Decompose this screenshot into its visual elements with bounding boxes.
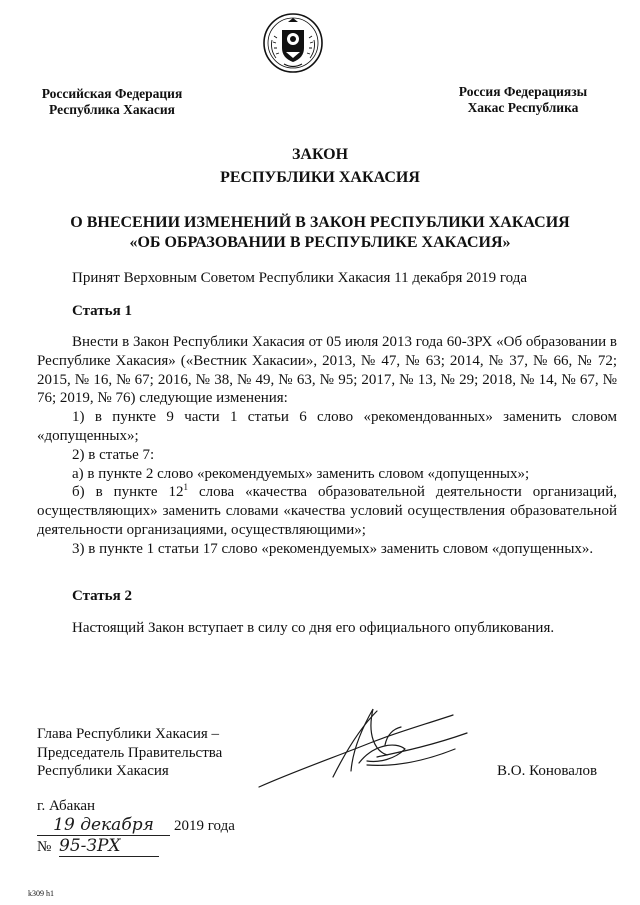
article-1-item-1: 1) в пункте 9 части 1 статьи 6 слово «рекомендованных» заменить словом «допущенных»;: [37, 409, 617, 444]
header-left: [22, 86, 202, 118]
law-authority: РЕСПУБЛИКИ ХАКАСИЯ: [220, 169, 420, 186]
article-2-body: [37, 619, 617, 638]
article-1-item-2b-sup: 1: [183, 482, 188, 493]
law-subject-line1: О ВНЕСЕНИИ ИЗМЕНЕНИЙ В ЗАКОН РЕСПУБЛИКИ ХАКАСИЯ: [70, 214, 570, 231]
number-label: №: [37, 839, 52, 855]
date-handwritten: 19 декабря: [37, 815, 170, 836]
signatory-line3: Республики Хакасия: [37, 763, 169, 779]
header-right-line1: Россия Федерациязы: [458, 84, 588, 99]
header-left-line1: Российская Федерация: [41, 86, 183, 101]
date-year: 2019 года: [174, 818, 235, 834]
article-1-body: [37, 333, 617, 559]
article-2-text: Настоящий Закон вступает в силу со дня его официального опубликования.: [72, 620, 555, 636]
law-title: ЗАКОН: [291, 146, 349, 163]
header-left-line2: Республика Хакасия: [49, 102, 175, 117]
law-subject-line2: «ОБ ОБРАЗОВАНИИ В РЕСПУБЛИКЕ ХАКАСИЯ»: [129, 234, 511, 251]
law-subject: [20, 213, 620, 253]
article-1-item-3: 3) в пункте 1 статьи 17 слово «рекомендуемых» заменить словом «допущенных».: [72, 540, 594, 557]
article-2-heading: Статья 2: [72, 588, 132, 604]
signatory-line1: Глава Республики Хакасия –: [37, 726, 220, 742]
handwritten-signature: [255, 705, 475, 800]
article-1-intro: Внести в Закон Республики Хакасия от 05 июля 2013 года 60-ЗРХ «Об образовании в Республике Хакасия» («Вестник Хакасии», 2013, № 47, № 63; 2014, № 37, № 66, № 72; 2015, № 16, № 67; 2016, № 38, № 49, № 63, № 95; 2017, № 13, № 29; 2018, № 14, № 67, № 76; 2019, № 76) следующие изменения:: [37, 334, 617, 407]
article-1-heading: Статья 1: [72, 303, 132, 319]
header-right: [438, 84, 608, 116]
header-right-line2: Хакас Республика: [467, 100, 579, 115]
article-1-item-2b: [37, 483, 617, 539]
signatory-name: В.О. Коновалов: [497, 763, 598, 779]
place-of-signing: г. Абакан: [37, 798, 96, 814]
adoption-note: Принят Верховным Советом Республики Хакасия 11 декабря 2019 года: [72, 270, 527, 286]
number-handwritten: 95-ЗРХ: [59, 836, 159, 857]
article-1-item-2: 2) в статье 7:: [72, 446, 155, 463]
footer-code: k309 h1: [28, 889, 54, 898]
article-1-item-2a: а) в пункте 2 слово «рекомендуемых» заменить словом «допущенных»;: [72, 465, 530, 482]
article-1-item-2b-pre: б) в пункте 12: [72, 484, 184, 501]
article-1-item-2b-post: слова «качества образовательной деятельности организаций, осуществляющих» заменить словами «качества условий осуществления образовательной деятельности организациями, осуществляющими»;: [37, 484, 617, 538]
signatory-title: [37, 725, 222, 781]
law-number: [37, 836, 187, 861]
signatory-line2: Председатель Правительства: [37, 744, 223, 761]
coat-of-arms-emblem: [262, 12, 324, 74]
